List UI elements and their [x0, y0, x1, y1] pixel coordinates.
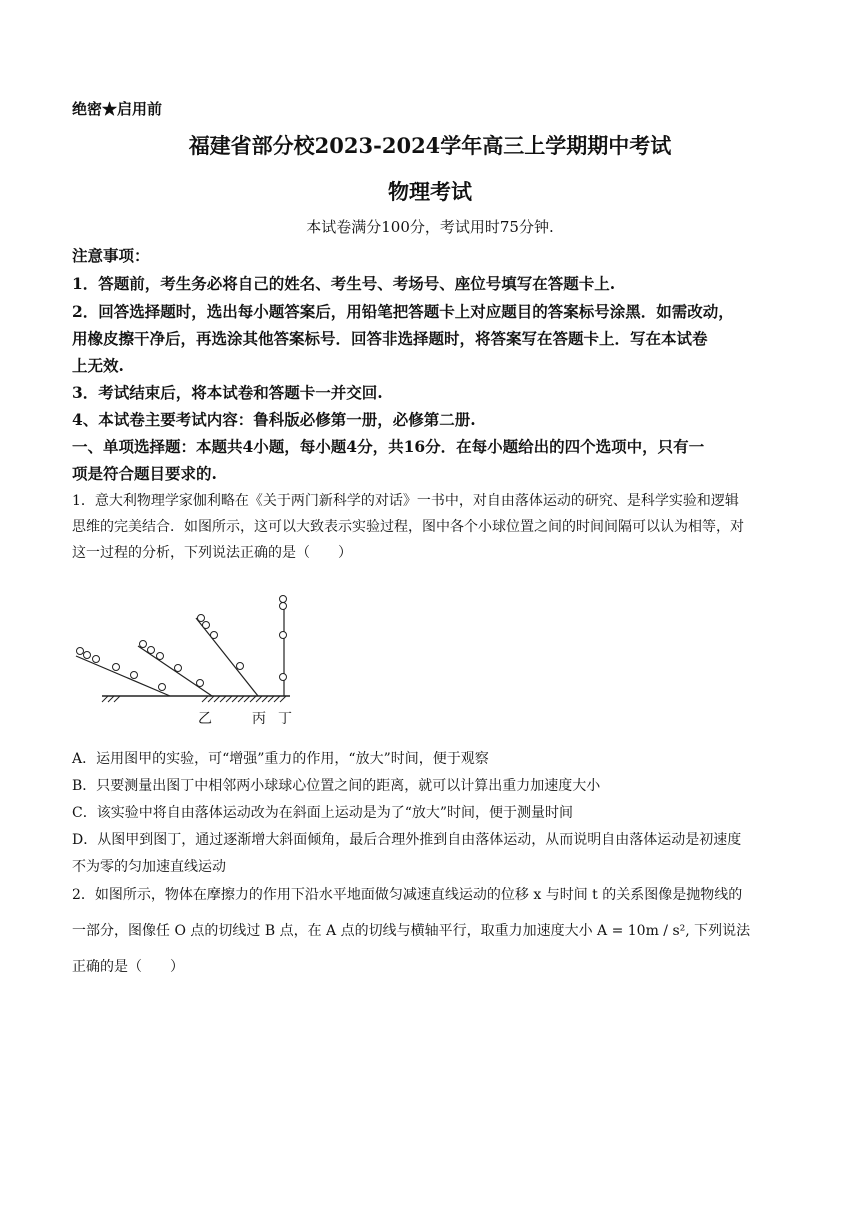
q1-option-b: B．只要测量出图丁中相邻两小球球心位置之间的距离，就可以计算出重力加速度大小 [72, 778, 601, 794]
q2-stem-line-3: 正确的是（ ） [72, 959, 184, 975]
figure-label-yi: 乙 [198, 711, 212, 727]
note-1: 1．答题前，考生务必将自己的姓名、考生号、考场号、座位号填写在答题卡上. [72, 274, 616, 293]
notes-heading: 注意事项： [72, 246, 150, 265]
note-2-line-3: 上无效. [72, 356, 124, 375]
confidential-label: 绝密★启用前 [72, 100, 163, 118]
q1-option-a: A．运用图甲的实验，可“增强”重力的作用，“放大”时间，便于观察 [72, 751, 489, 767]
q1-stem-line-1: 1．意大利物理学家伽利略在《关于两门新科学的对话》一书中，对自由落体运动的研究、是科学实验和逻辑 [72, 493, 739, 509]
exam-subtitle: 物理考试 [388, 179, 472, 204]
q1-option-c: C．该实验中将自由落体运动改为在斜面上运动是为了“放大”时间，便于测量时间 [72, 805, 574, 821]
q1-figure [72, 580, 312, 734]
figure-label-bing: 丙 [252, 711, 266, 727]
figure-label-ding: 丁 [278, 711, 292, 727]
q1-stem-line-3: 这一过程的分析，下列说法正确的是（ ） [72, 545, 352, 561]
q1-option-d-line-2: 不为零的匀加速直线运动 [72, 859, 226, 875]
q2-stem-line-2: 一部分，图像任 O 点的切线过 B 点，在 A 点的切线与横轴平行，取重力加速度大小 A = 10m / s², 下列说法 [72, 923, 751, 939]
note-2-line-1: 2．回答选择题时，选出每小题答案后，用铅笔把答题卡上对应题目的答案标号涂黑．如需改动， [72, 302, 734, 321]
q1-option-d-line-1: D．从图甲到图丁，通过逐渐增大斜面倾角，最后合理外推到自由落体运动，从而说明自由落体运动是初速度 [72, 832, 742, 848]
q2-stem-line-1: 2．如图所示，物体在摩擦力的作用下沿水平地面做匀减速直线运动的位移 x 与时间 t 的关系图像是抛物线的 [72, 887, 743, 903]
note-2-line-2: 用橡皮擦干净后，再选涂其他答案标号．回答非选择题时，将答案写在答题卡上．写在本试卷 [72, 329, 708, 348]
exam-info: 本试卷满分100分，考试用时75分钟. [306, 218, 554, 236]
inclined-plane-diagram [72, 580, 312, 730]
q1-stem-line-2: 思维的完美结合．如图所示，这可以大致表示实验过程，图中各个小球位置之间的时间间隔可以认为相等，对 [72, 519, 744, 535]
section-1-line-2: 项是符合题目要求的. [72, 464, 217, 483]
section-1-line-1: 一、单项选择题：本题共4小题，每小题4分，共16分．在每小题给出的四个选项中，只有一 [72, 437, 705, 456]
note-3: 3．考试结束后，将本试卷和答题卡一并交回. [72, 383, 383, 402]
exam-title: 福建省部分校2023-2024学年高三上学期期中考试 [188, 133, 672, 158]
note-4: 4、本试卷主要考试内容：鲁科版必修第一册，必修第二册. [72, 410, 476, 429]
